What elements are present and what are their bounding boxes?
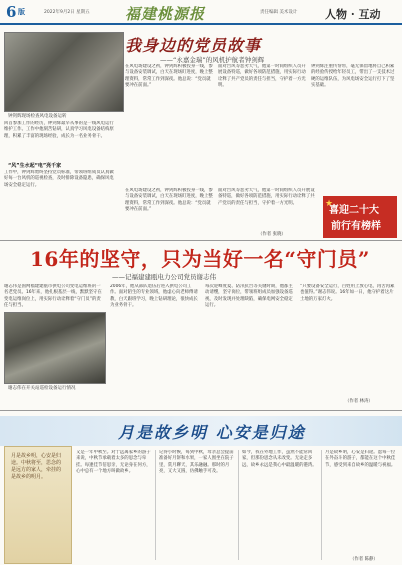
article3-credit: （作者 陈静） [350,557,378,562]
article3-col4: 月是故乡明，心安是归途。愿每一位在外奋斗的游子，都能在这个中秋佳节，感受到来自故乡的温暖与祝福。 [325,450,396,468]
article1-col3: 面对台风等恶劣天气，他第一时间组织人员开展设备特巡，做好各项防范措施，用实际行动诠释了共产党员的责任与担当，守护着一方光明。 [218,64,306,88]
article3-col1: 又是一年中秋至。对于远离家乡的游子来说，中秋节承载着太多的思念与牵挂。每逢佳节倍思亲，无论身在何方，心中总有一个地方叫做故乡。 [76,450,151,474]
article3-col3: 如今，我在外地工作，虽然不能常回家，但那份思念从未改变。无论走多远，故乡永远是我心中最温暖的港湾。 [242,450,317,468]
article1-col2-cont: 在风电场建设之初，钟剑辉积极投身一线，参与设备安装调试，白天在现场盯进度，晚上整理资料，常常工作到深夜。他总说：“党员就要冲在前面。” [125,188,213,212]
article1-credit: （作者 张晓） [258,232,286,237]
article2-col2: 2006年，他从部队退伍后进入供电公司工作。面对陌生的专业领域，他虚心向老师傅请教，白天跟班学习，晚上钻研理论，很快成长为业务骨干。 [110,284,198,308]
article1-subtitle: ——“永嘉金瑞”的风机护航者钟剑辉 [160,56,265,64]
article2-col1: 谢志伟是国网福建建瓯市供电公司变电运维班的一名老党员。16年来，他扎根基层一线，默默坚守在变电运维岗位上，用实际行动诠释着“守门员”的责任与担当。 [4,284,102,308]
article2-photo [4,312,106,384]
article2-photo-caption: 谢志伟在开关站巡检设备运行情况 [8,386,76,391]
column-divider [155,450,156,560]
page-label: 版 [18,8,25,16]
column-divider [321,450,322,560]
article1-col4: 钟剑辉注重传帮带，毫无保留地将自己积累的经验传授给年轻员工，带出了一支技术过硬的运维队伍，为风电场安全运行打下了坚实基础。 [311,64,395,88]
promo-line-2: 前行有榜样 [331,221,381,232]
page-header [0,0,402,26]
page-number: 6 [6,3,17,21]
article1-box-title: “风”生水起“电”亮千家 [8,163,62,169]
section-divider [0,240,402,241]
article2-credit: （作者 林涛） [345,399,373,404]
poster-text: 月是故乡明，心安是归途。中秋将至，思念的是远方的家人，牵挂的是故乡的明月。 [11,453,62,480]
section-divider-2 [0,410,402,411]
header-divider [0,23,402,25]
masthead: 福建桃源报 [125,5,206,23]
article2-col3: 每次迎峰度夏、防汛抗台等关键时期，他都主动请缨，坚守岗位，带领班组成员加强设备巡视，及时发现并处理缺陷，确保电网安全稳定运行。 [205,284,293,308]
article1-photo-caption: 钟剑辉现场检查风电设备运转 [8,114,67,119]
promo-badge [323,196,397,238]
article1-col2: 在风电场建设之初，钟剑辉积极投身一线，参与设备安装调试，白天在现场盯进度，晚上整理资料，常常工作到深夜。他总说：“党员就要冲在前面。” [125,64,213,88]
article1-photo [4,32,124,112]
article3-title: 月是故乡明 心安是归途 [118,423,306,442]
star-icon: ★ [325,199,334,209]
article2-subtitle: ——记福建建瓯电力公司党员谢志伟 [112,273,216,281]
promo-line-1: 喜迎二十大 [329,205,379,216]
date-line: 2022年9月2日 星期五 [44,10,90,15]
article2-title: 16年的坚守，只为当好一名“守门员” [30,247,370,271]
article1-col3-cont: 面对台风等恶劣天气，他第一时间组织人员开展设备特巡，做好各项防范措施，用实际行动诠释了共产党员的责任与担当，守护着一方光明。 [218,188,315,206]
header-info: 责任编辑 美术设计 [260,10,298,15]
article3-poster [4,446,72,564]
article2-col4: “只要设备安全运行，百姓用上放心电，再苦再累也值得。”谢志伟说。16年如一日，他守护着这片土地的万家灯火。 [300,284,395,302]
article3-col2: 记得小时候，每到中秋，母亲总会提前准备好月饼和水果，一家人围坐在院子里，赏月聊天，其乐融融。那时的月亮，又大又圆，仿佛触手可及。 [159,450,234,474]
column-divider [238,450,239,560]
article1-title: 我身边的党员故事 [125,36,262,55]
section-title: 人物 · 互动 [325,8,381,21]
article1-col1-top: 回首参加工作的经历，钟剑辉最早从事的是一线风电运行维护工作。工作中他刻苦钻研，认真学习风电设备结构原理，积累了丰富的现场经验，成长为一名业务骨干。 [4,121,114,139]
article1-col1-bottom: 工作中，钟剑辉始终坚持党员标准，带领班组成员认真做好每一台风机的巡视检查，及时排除设备隐患，确保风电场安全稳定运行。 [4,170,114,188]
